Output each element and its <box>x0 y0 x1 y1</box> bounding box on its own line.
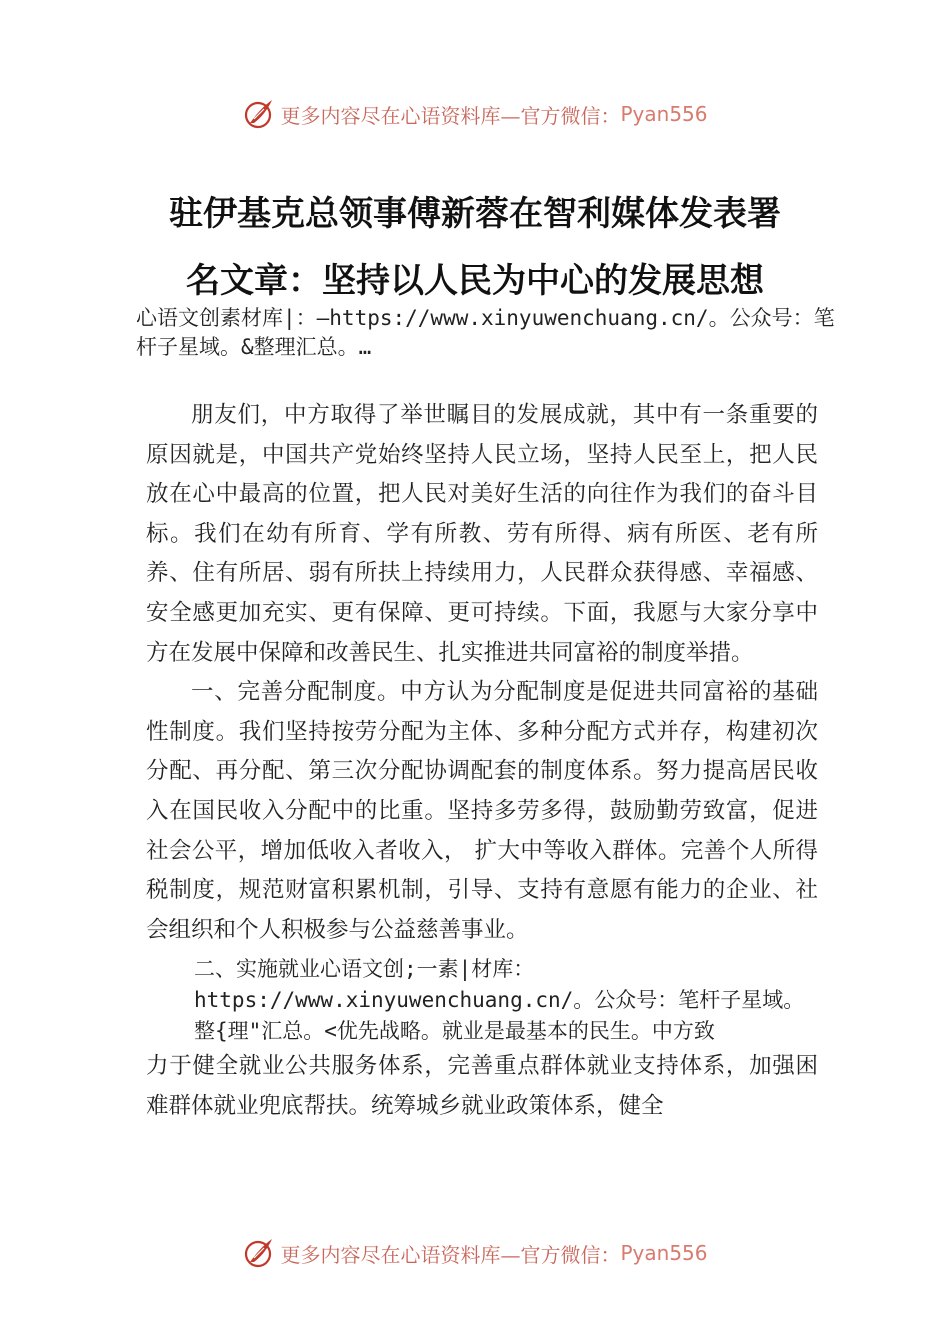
quill-logo-icon <box>242 1236 276 1270</box>
banner-wechat-id: Pyan556 <box>620 1241 708 1265</box>
header-banner <box>0 92 950 136</box>
banner-text: 更多内容尽在心语资料库—官方微信： <box>280 1242 621 1267</box>
document-body <box>146 396 818 1127</box>
paragraph-employment-inset: 二、实施就业心语文创;一素|材库：https://www.xinyuwenchuang.cn/。公众号：笔杆子星域。整{理"汇总。<优先战略。就业是最基本的民生。中方致 <box>194 957 805 1044</box>
paragraph-distribution: 一、完善分配制度。中方认为分配制度是促进共同富裕的基础性制度。我们坚持按劳分配为主体、多种分配方式并存，构建初次分配、再分配、第三次分配协调配套的制度体系。努力提高居民收入在国民收入分配中的比重。坚持多劳多得，鼓励勤劳致富，促进社会公平，增加低收入者收入， 扩大中等收入群体。完善个人所得税制度，规范财富积累机制，引导、支持有意愿有能力的企业、社会组织和个人积极参与公益慈善事业。 <box>146 679 818 943</box>
source-note: 心语文创素材库|：—https://www.xinyuwenchuang.cn/。公众号：笔杆子星域。&整理汇总。… <box>136 306 835 359</box>
paragraph-intro: 朋友们，中方取得了举世瞩目的发展成就，其中有一条重要的原因就是，中国共产党始终坚持人民立场，坚持人民至上，把人民放在心中最高的位置，把人民对美好生活的向往作为我们的奋斗目标。我们在幼有所育、学有所教、劳有所得、病有所医、老有所养、住有所居、弱有所扶上持续用力，人民群众获得感、幸福感、安全感更加充实、更有保障、更可持续。下面，我愿与大家分享中方在发展中保障和改善民生、扎实推进共同富裕的制度举措。 <box>146 402 818 666</box>
quill-logo-icon <box>242 97 276 131</box>
banner-wechat-id: Pyan556 <box>620 102 708 126</box>
banner-text: 更多内容尽在心语资料库—官方微信： <box>280 103 621 128</box>
document-title-line-2: 名文章：坚持以人民为中心的发展思想 <box>186 261 764 301</box>
footer-banner <box>0 1231 950 1275</box>
document-title-line-1: 驻伊基克总领事傅新蓉在智利媒体发表署 <box>169 194 781 234</box>
paragraph-employment-continued: 力于健全就业公共服务体系，完善重点群体就业支持体系，加强困难群体就业兜底帮扶。统筹城乡就业政策体系，健全 <box>146 1053 818 1119</box>
